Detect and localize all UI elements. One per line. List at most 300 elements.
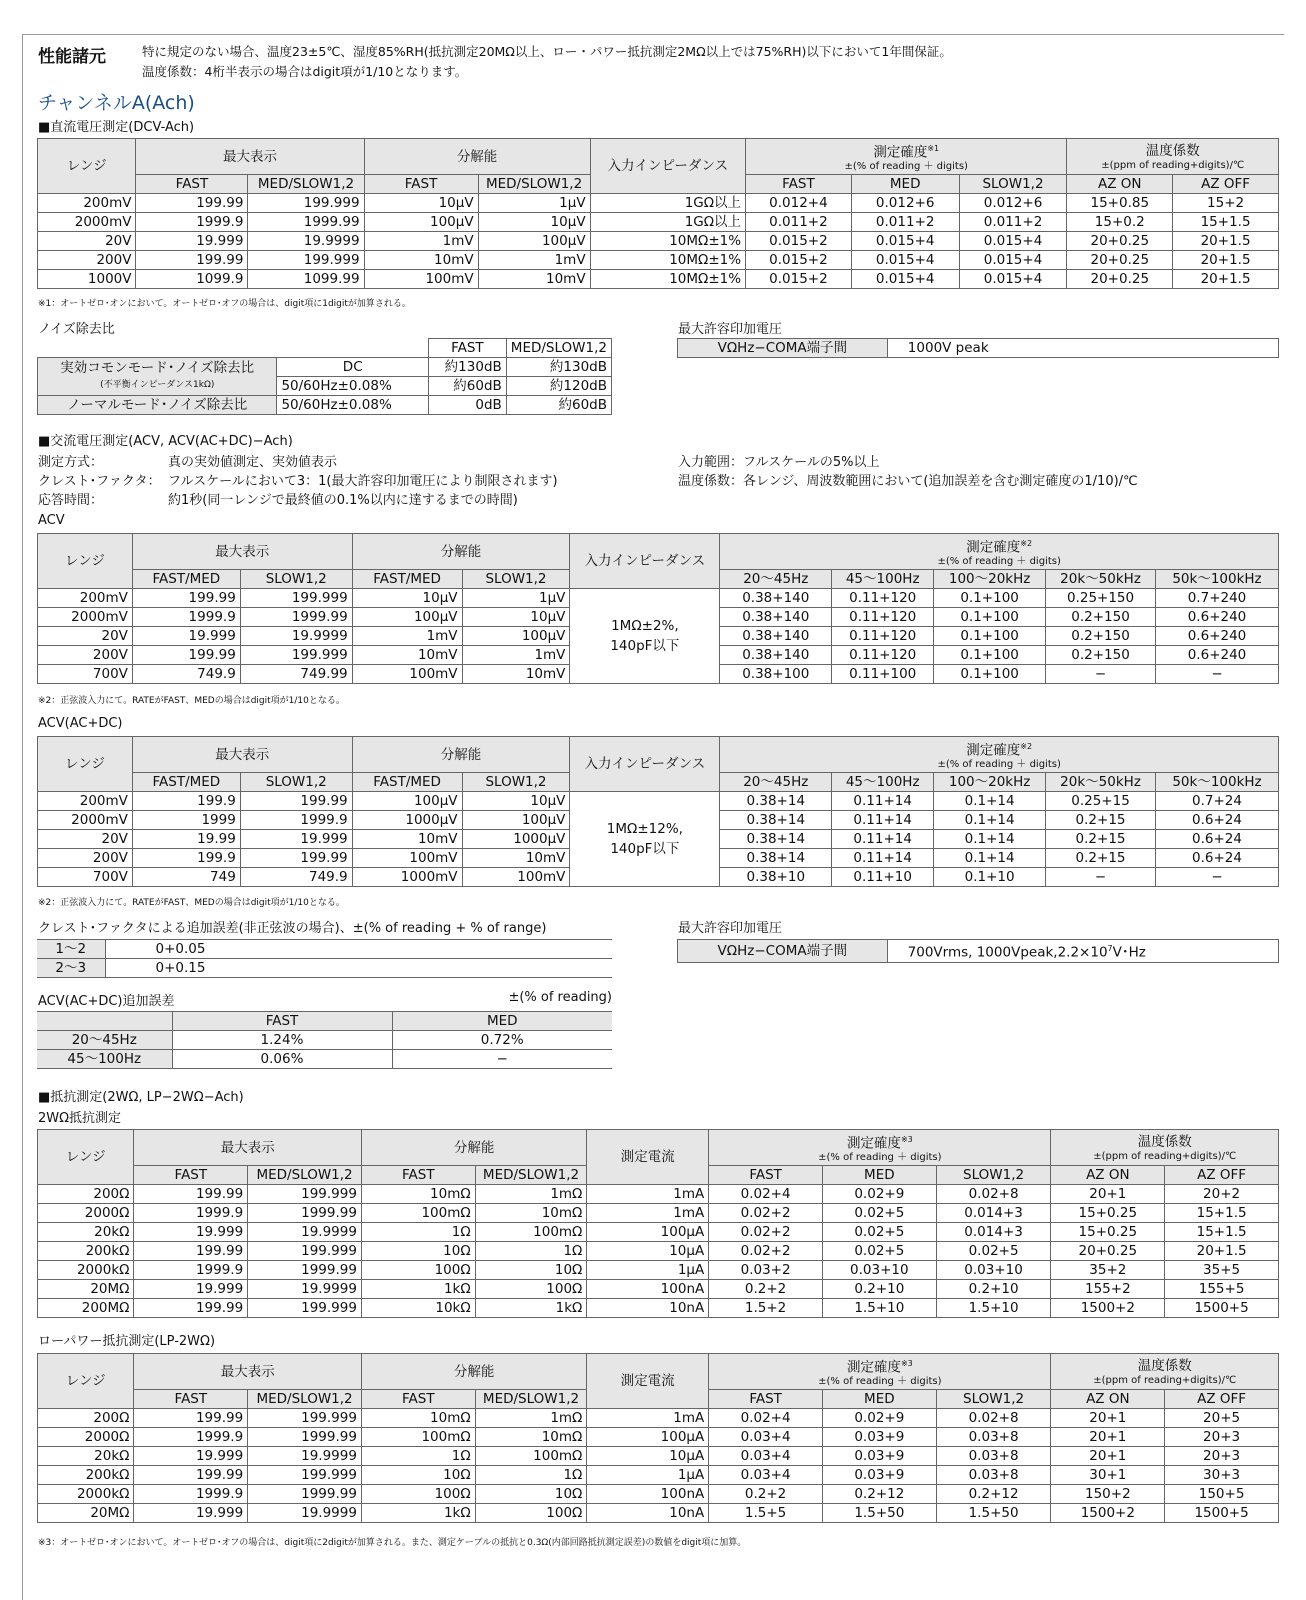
res2w-cell-0: 2000Ω xyxy=(38,1204,134,1223)
lp-h-acc-label: 測定確度 xyxy=(846,1359,901,1376)
acvdc-h-res: 分解能 xyxy=(352,737,570,773)
acvdc-cell-4: 1000μV xyxy=(462,830,570,849)
acvdc-cell-9: 0.6+24 xyxy=(1156,849,1279,868)
lp-row xyxy=(38,1428,1279,1447)
lp-cell-1: 1999.9 xyxy=(134,1485,248,1504)
dcv-h-acc-mark: ※1 xyxy=(927,143,940,153)
lp-cell-3: 1kΩ xyxy=(361,1504,475,1523)
acadd-r1-k: 45〜100Hz xyxy=(37,1050,172,1069)
lp-h-acc xyxy=(709,1354,1051,1390)
res2w-cell-0: 20MΩ xyxy=(38,1280,134,1299)
dcv-cell-5: 10MΩ±1% xyxy=(590,251,746,270)
lp-h-temp-label: 温度係数 xyxy=(1137,1357,1192,1374)
res2w-sub-8: AZ OFF xyxy=(1165,1166,1279,1185)
lp-sub-5: MED xyxy=(822,1390,936,1409)
acv-cell-2: 1999.99 xyxy=(240,608,352,627)
acvdc-imp-line2: 140pF以下 xyxy=(610,841,680,857)
acv-sub-7: 20k〜50kHz xyxy=(1046,570,1156,589)
acadd-r0-k: 20〜45Hz xyxy=(37,1031,172,1050)
res2w-cell-5: 1mA xyxy=(587,1204,709,1223)
lp-row xyxy=(38,1447,1279,1466)
acv-cell-6: 0.11+120 xyxy=(832,608,934,627)
dcv-cell-3: 10μV xyxy=(364,194,478,213)
acv-h-acc-mark: ※2 xyxy=(1020,538,1033,548)
noise-nm-med: 約60dB xyxy=(506,396,611,415)
res2w-cell-7: 0.02+9 xyxy=(822,1185,936,1204)
res2w-row xyxy=(38,1280,1279,1299)
dcv-sub-1: MED/SLOW1,2 xyxy=(248,175,364,194)
acv-cell-8: 0.2+150 xyxy=(1046,608,1156,627)
res2w-cell-3: 10Ω xyxy=(361,1242,475,1261)
acv-cell-8: 0.2+150 xyxy=(1046,627,1156,646)
dcv-cell-0: 20V xyxy=(38,232,136,251)
res2w-cell-5: 1mA xyxy=(587,1185,709,1204)
acv-cell-2: 199.999 xyxy=(240,646,352,665)
acvdc-sub-6: 100〜20kHz xyxy=(934,773,1046,792)
lp-cell-0: 20MΩ xyxy=(38,1504,134,1523)
res2w-cell-1: 199.99 xyxy=(134,1242,248,1261)
lp-cell-5: 100μA xyxy=(587,1428,709,1447)
lp-cell-6: 0.03+4 xyxy=(709,1447,823,1466)
dcv-cell-0: 1000V xyxy=(38,270,136,289)
acv-cell-3: 100mV xyxy=(352,665,462,684)
acv-cell-8: − xyxy=(1046,665,1156,684)
acv-cell-7: 0.1+100 xyxy=(934,646,1046,665)
res2w-cell-6: 0.02+4 xyxy=(709,1185,823,1204)
dcv-cell-0: 200V xyxy=(38,251,136,270)
res2w-cell-1: 1999.9 xyxy=(134,1204,248,1223)
res2w-row xyxy=(38,1204,1279,1223)
lp-cell-7: 0.03+9 xyxy=(822,1447,936,1466)
acv-cell-3: 10mV xyxy=(352,646,462,665)
acvdc-cell-8: − xyxy=(1046,868,1156,887)
acvdc-sub-0: FAST/MED xyxy=(132,773,240,792)
dcv-h-imp: 入力インピーダンス xyxy=(590,139,746,194)
lp-cell-3: 1Ω xyxy=(361,1447,475,1466)
res2w-cell-4: 1Ω xyxy=(475,1242,587,1261)
acvdc-cell-3: 10mV xyxy=(352,830,462,849)
res2w-cell-2: 1999.99 xyxy=(248,1261,362,1280)
noise-cm-label: 実効コモンモード･ノイズ除去比 xyxy=(60,359,255,376)
res2w-h-res: 分解能 xyxy=(361,1130,586,1166)
acvdc-cell-3: 100μV xyxy=(352,792,462,811)
maxv2-value-post: V･Hz xyxy=(1112,944,1146,961)
lp-cell-6: 0.02+4 xyxy=(709,1409,823,1428)
res2w-h-acc-sub: ±(% of reading ＋ digits) xyxy=(818,1152,942,1164)
res2w-cell-3: 10kΩ xyxy=(361,1299,475,1318)
acv-imp-line1: 1MΩ±2%, xyxy=(611,618,679,634)
lp-cell-10: 20+5 xyxy=(1165,1409,1279,1428)
lp-h-maxdisp: 最大表示 xyxy=(134,1354,361,1390)
acv-cell-9: 0.7+240 xyxy=(1156,589,1279,608)
res2w-h-acc-label: 測定確度 xyxy=(846,1135,901,1152)
acv-cell-0: 2000mV xyxy=(38,608,133,627)
acv-cell-8: 0.2+150 xyxy=(1046,646,1156,665)
res2w-cell-8: 0.2+10 xyxy=(936,1280,1051,1299)
maxv2-table xyxy=(677,939,1279,963)
crest-r1-k: 2〜3 xyxy=(37,959,105,978)
res2w-h-maxdisp: 最大表示 xyxy=(134,1130,361,1166)
acv-spec-left-1-key: クレスト･ファクタ： xyxy=(38,474,161,489)
lp-sub-4: FAST xyxy=(709,1390,823,1409)
acv-cell-7: 0.1+100 xyxy=(934,627,1046,646)
dcv-h-acc xyxy=(746,139,1067,175)
acv-h-maxdisp: 最大表示 xyxy=(132,534,352,570)
acv-spec-left-2-val: 約1秒(同一レンジで最終値の0.1%以内に達するまでの時間) xyxy=(168,493,518,508)
lp-title: ローパワー抵抗測定(LP-2WΩ) xyxy=(38,1334,216,1349)
dcv-cell-8: 0.015+4 xyxy=(959,270,1067,289)
res2w-cell-3: 100Ω xyxy=(361,1261,475,1280)
lp-sub-6: SLOW1,2 xyxy=(936,1390,1051,1409)
noise-cm-r1-fast: 約60dB xyxy=(428,377,506,396)
acv-sub-1: SLOW1,2 xyxy=(240,570,352,589)
dcv-cell-7: 0.015+4 xyxy=(851,251,959,270)
maxv2-value-exp: 7 xyxy=(1107,944,1113,953)
res2w-cell-10: 20+1.5 xyxy=(1165,1242,1279,1261)
res2w-cell-5: 100μA xyxy=(587,1223,709,1242)
res2w-cell-6: 0.02+2 xyxy=(709,1204,823,1223)
res2w-cell-3: 10mΩ xyxy=(361,1185,475,1204)
dcv-sub-8: AZ OFF xyxy=(1173,175,1279,194)
acv-cell-1: 199.99 xyxy=(132,646,240,665)
dcv-cell-5: 1GΩ以上 xyxy=(590,213,746,232)
res2w-cell-0: 200MΩ xyxy=(38,1299,134,1318)
noise-cm-r1-med: 約120dB xyxy=(506,377,611,396)
lp-cell-5: 10nA xyxy=(587,1504,709,1523)
acvdc-cell-2: 199.99 xyxy=(240,792,352,811)
acv-cell-9: − xyxy=(1156,665,1279,684)
res2w-cell-7: 0.02+5 xyxy=(822,1223,936,1242)
lp-cell-5: 10μA xyxy=(587,1447,709,1466)
res2w-sub-0: FAST xyxy=(134,1166,248,1185)
res2w-title: 2WΩ抵抗測定 xyxy=(38,1111,122,1126)
dcv-h-temp-sub: ±(ppm of reading+digits)/℃ xyxy=(1101,159,1245,171)
acvdc-cell-4: 100mV xyxy=(462,868,570,887)
noise-blank2 xyxy=(277,339,429,358)
acv-cell-2: 199.999 xyxy=(240,589,352,608)
dcv-cell-10: 15+2 xyxy=(1173,194,1279,213)
dcv-row xyxy=(38,270,1279,289)
res2w-cell-9: 20+1 xyxy=(1051,1185,1165,1204)
dcv-sub-4: FAST xyxy=(746,175,852,194)
acv-cell-9: 0.6+240 xyxy=(1156,627,1279,646)
dcv-note: ※1：オートゼロ･オンにおいて。オートゼロ･オフの場合は、digit項に1digitが加算される。 xyxy=(38,299,411,309)
lp-cell-6: 0.03+4 xyxy=(709,1466,823,1485)
lp-cell-2: 199.999 xyxy=(248,1409,362,1428)
res2w-cell-9: 1500+2 xyxy=(1051,1299,1165,1318)
acvdc-cell-7: 0.1+14 xyxy=(934,830,1046,849)
acvdc-h-acc-label: 測定確度 xyxy=(966,742,1021,759)
lp-cell-3: 10mΩ xyxy=(361,1409,475,1428)
res2w-cell-6: 0.03+2 xyxy=(709,1261,823,1280)
acvdc-row xyxy=(38,792,1279,811)
acv-cell-6: 0.11+120 xyxy=(832,627,934,646)
lp-sub-8: AZ OFF xyxy=(1165,1390,1279,1409)
dcv-cell-9: 15+0.85 xyxy=(1067,194,1173,213)
res2w-cell-10: 20+2 xyxy=(1165,1185,1279,1204)
lp-h-range: レンジ xyxy=(38,1354,134,1409)
acadd-r0-fast: 1.24% xyxy=(172,1031,392,1050)
lp-cell-1: 19.999 xyxy=(134,1504,248,1523)
acvdc-cell-1: 199.9 xyxy=(132,792,240,811)
lp-cell-0: 20kΩ xyxy=(38,1447,134,1466)
acv-cell-0: 700V xyxy=(38,665,133,684)
res2w-cell-0: 200kΩ xyxy=(38,1242,134,1261)
lp-cell-4: 100mΩ xyxy=(475,1447,587,1466)
lp-cell-1: 199.99 xyxy=(134,1409,248,1428)
acvdc-cell-5: 0.38+14 xyxy=(720,811,832,830)
dcv-cell-9: 20+0.25 xyxy=(1067,270,1173,289)
res2w-cell-2: 19.9999 xyxy=(248,1223,362,1242)
lp-h-cur: 測定電流 xyxy=(587,1354,709,1409)
crest-r0-k: 1〜2 xyxy=(37,940,105,959)
lp-cell-3: 100mΩ xyxy=(361,1428,475,1447)
lp-h-res: 分解能 xyxy=(361,1354,586,1390)
acv-table xyxy=(37,533,1279,684)
acv-h-res: 分解能 xyxy=(352,534,570,570)
acvdc-note: ※2：正弦波入力にて。RATEがFAST、MEDの場合はdigit項が1/10となる。 xyxy=(38,898,345,908)
dcv-cell-3: 1mV xyxy=(364,232,478,251)
acv-spec-left-0-val: 真の実効値測定、実効値表示 xyxy=(168,455,338,470)
dcv-sub-2: FAST xyxy=(364,175,478,194)
acv-cell-1: 749.9 xyxy=(132,665,240,684)
res2w-cell-1: 199.99 xyxy=(134,1185,248,1204)
acvdc-sub-8: 50k〜100kHz xyxy=(1156,773,1279,792)
acvdc-cell-6: 0.11+14 xyxy=(832,849,934,868)
lp-cell-7: 0.2+12 xyxy=(822,1485,936,1504)
res2w-cell-4: 10Ω xyxy=(475,1261,587,1280)
noise-cm-r0-med: 約130dB xyxy=(506,358,611,377)
res2w-cell-4: 1mΩ xyxy=(475,1185,587,1204)
lp-cell-5: 1mA xyxy=(587,1409,709,1428)
acvdc-cell-1: 19.99 xyxy=(132,830,240,849)
acvdc-h-imp: 入力インピーダンス xyxy=(570,737,720,792)
acvdc-cell-9: 0.6+24 xyxy=(1156,830,1279,849)
res2w-row xyxy=(38,1185,1279,1204)
noise-blank xyxy=(38,339,277,358)
res2w-cell-2: 1999.99 xyxy=(248,1204,362,1223)
lp-cell-1: 1999.9 xyxy=(134,1428,248,1447)
dcv-cell-10: 15+1.5 xyxy=(1173,213,1279,232)
dcv-section-title: ■直流電圧測定(DCV-Ach) xyxy=(38,120,195,135)
res2w-cell-9: 15+0.25 xyxy=(1051,1204,1165,1223)
noise-h-fast: FAST xyxy=(428,339,506,358)
acvdc-sub-4: 20〜45Hz xyxy=(720,773,832,792)
dcv-cell-6: 0.015+2 xyxy=(746,232,852,251)
lp-cell-1: 19.999 xyxy=(134,1447,248,1466)
acv-spec-left-1 xyxy=(38,470,558,489)
dcv-cell-1: 1999.9 xyxy=(136,213,248,232)
res2w-cell-8: 0.02+5 xyxy=(936,1242,1051,1261)
res2w-h-acc xyxy=(709,1130,1051,1166)
acvdc-cell-7: 0.1+10 xyxy=(934,868,1046,887)
dcv-cell-7: 0.012+6 xyxy=(851,194,959,213)
lp-cell-1: 199.99 xyxy=(134,1466,248,1485)
noise-nm-label: ノーマルモード･ノイズ除去比 xyxy=(38,396,277,415)
dcv-cell-3: 10mV xyxy=(364,251,478,270)
acv-spec-right-1-key: 温度係数： xyxy=(678,474,744,489)
acvdc-cell-8: 0.25+15 xyxy=(1046,792,1156,811)
lp-cell-2: 199.999 xyxy=(248,1466,362,1485)
dcv-cell-9: 15+0.2 xyxy=(1067,213,1173,232)
res2w-cell-1: 199.99 xyxy=(134,1299,248,1318)
acvdc-cell-7: 0.1+14 xyxy=(934,811,1046,830)
dcv-h-maxdisp: 最大表示 xyxy=(136,139,364,175)
lp-cell-8: 0.03+8 xyxy=(936,1428,1051,1447)
acv-cell-9: 0.6+240 xyxy=(1156,608,1279,627)
res2w-cell-4: 1kΩ xyxy=(475,1299,587,1318)
acv-cell-1: 19.999 xyxy=(132,627,240,646)
lp-cell-9: 30+1 xyxy=(1051,1466,1165,1485)
lp-cell-2: 19.9999 xyxy=(248,1447,362,1466)
dcv-cell-1: 199.99 xyxy=(136,194,248,213)
acv-row xyxy=(38,589,1279,608)
acv-h-acc-sub: ±(% of reading ＋ digits) xyxy=(937,556,1061,568)
dcv-cell-4: 1μV xyxy=(478,194,590,213)
res2w-cell-8: 0.03+10 xyxy=(936,1261,1051,1280)
res2w-sub-3: MED/SLOW1,2 xyxy=(475,1166,587,1185)
acv-cell-3: 1mV xyxy=(352,627,462,646)
dcv-row xyxy=(38,232,1279,251)
dcv-cell-2: 199.999 xyxy=(248,251,364,270)
acadd-unit: ±(% of reading) xyxy=(508,990,612,1005)
lp-cell-0: 200Ω xyxy=(38,1409,134,1428)
acv-section-title: ■交流電圧測定(ACV, ACV(AC+DC)−Ach) xyxy=(38,434,293,449)
acvdc-cell-3: 1000mV xyxy=(352,868,462,887)
acvdc-cell-4: 100μV xyxy=(462,811,570,830)
res2w-cell-1: 1999.9 xyxy=(134,1261,248,1280)
lp-cell-4: 1mΩ xyxy=(475,1409,587,1428)
lp-cell-9: 150+2 xyxy=(1051,1485,1165,1504)
lp-note: ※3：オートゼロ･オンにおいて。オートゼロ･オフの場合は、digit項に2digitが加算される。また、測定ケーブルの抵抗と0.3Ω(内部回路抵抗測定誤差)の数値をdigit項に加算。 xyxy=(38,1538,747,1548)
dcv-cell-10: 20+1.5 xyxy=(1173,251,1279,270)
dcv-cell-8: 0.012+6 xyxy=(959,194,1067,213)
channel-title: チャンネルA(Ach) xyxy=(38,92,195,114)
res2w-cell-10: 35+5 xyxy=(1165,1261,1279,1280)
res2w-cell-1: 19.999 xyxy=(134,1280,248,1299)
dcv-cell-2: 1999.99 xyxy=(248,213,364,232)
maxv1-label: VΩHz−COMA端子間 xyxy=(678,339,888,358)
acadd-h-fast: FAST xyxy=(172,1012,392,1031)
res2w-cell-8: 0.02+8 xyxy=(936,1185,1051,1204)
res2w-cell-9: 155+2 xyxy=(1051,1280,1165,1299)
res2w-cell-3: 1Ω xyxy=(361,1223,475,1242)
res2w-sub-7: AZ ON xyxy=(1051,1166,1165,1185)
lp-cell-2: 1999.99 xyxy=(248,1485,362,1504)
acv-h-acc xyxy=(720,534,1279,570)
acvdc-cell-1: 1999 xyxy=(132,811,240,830)
dcv-h-acc-sub: ±(% of reading ＋ digits) xyxy=(844,161,968,173)
noise-h-med: MED/SLOW1,2 xyxy=(506,339,611,358)
acv-cell-1: 1999.9 xyxy=(132,608,240,627)
dcv-cell-4: 10mV xyxy=(478,270,590,289)
res2w-sub-4: FAST xyxy=(709,1166,823,1185)
res2w-cell-4: 10mΩ xyxy=(475,1204,587,1223)
acadd-blank xyxy=(37,1012,172,1031)
res2w-sub-5: MED xyxy=(822,1166,936,1185)
lp-cell-4: 10Ω xyxy=(475,1485,587,1504)
dcv-h-temp xyxy=(1067,139,1279,175)
crest-title: クレスト･ファクタによる追加誤差(非正弦波の場合)、±(% of reading + % of range) xyxy=(38,921,547,936)
acvdc-cell-9: 0.7+24 xyxy=(1156,792,1279,811)
dcv-h-acc-label: 測定確度 xyxy=(873,144,928,161)
acv-cell-4: 1mV xyxy=(462,646,570,665)
spec-title: 性能諸元 xyxy=(38,47,106,67)
lp-cell-4: 100Ω xyxy=(475,1504,587,1523)
acvdc-cell-3: 1000μV xyxy=(352,811,462,830)
acv-h-range: レンジ xyxy=(38,534,133,589)
lp-row xyxy=(38,1466,1279,1485)
acv-spec-left-2 xyxy=(38,489,518,508)
acvdc-cell-4: 10μV xyxy=(462,792,570,811)
dcv-cell-7: 0.015+4 xyxy=(851,270,959,289)
lp-cell-8: 0.03+8 xyxy=(936,1447,1051,1466)
noise-cm-label-cell xyxy=(38,358,277,396)
lp-cell-9: 20+1 xyxy=(1051,1428,1165,1447)
dcv-cell-3: 100mV xyxy=(364,270,478,289)
spec-intro-line2: 温度係数：4桁半表示の場合はdigit項が1/10となります。 xyxy=(142,64,468,79)
lp-cell-9: 20+1 xyxy=(1051,1447,1165,1466)
res2w-cell-6: 0.02+2 xyxy=(709,1242,823,1261)
acv-title: ACV xyxy=(38,513,65,528)
acvdc-title: ACV(AC+DC) xyxy=(38,716,123,731)
acv-spec-right-0 xyxy=(678,451,879,470)
acv-cell-9: 0.6+240 xyxy=(1156,646,1279,665)
acv-spec-right-1-val: 各レンジ、周波数範囲において(追加誤差を含む測定確度の1/10)/℃ xyxy=(743,474,1138,489)
acv-cell-8: 0.25+150 xyxy=(1046,589,1156,608)
noise-nm-fast: 0dB xyxy=(428,396,506,415)
acvdc-cell-6: 0.11+14 xyxy=(832,811,934,830)
res2w-h-range: レンジ xyxy=(38,1130,134,1185)
dcv-cell-6: 0.015+2 xyxy=(746,251,852,270)
res2w-cell-8: 1.5+10 xyxy=(936,1299,1051,1318)
res2w-cell-0: 20kΩ xyxy=(38,1223,134,1242)
acv-cell-4: 10μV xyxy=(462,608,570,627)
acvdc-cell-5: 0.38+14 xyxy=(720,792,832,811)
res2w-row xyxy=(38,1242,1279,1261)
dcv-cell-2: 199.999 xyxy=(248,194,364,213)
res2w-sub-1: MED/SLOW1,2 xyxy=(248,1166,362,1185)
acv-cell-3: 10μV xyxy=(352,589,462,608)
dcv-cell-7: 0.015+4 xyxy=(851,232,959,251)
crest-table xyxy=(37,939,612,978)
acv-cell-7: 0.1+100 xyxy=(934,608,1046,627)
acv-h-imp: 入力インピーダンス xyxy=(570,534,720,589)
acvdc-cell-1: 749 xyxy=(132,868,240,887)
lp-h-temp-sub: ±(ppm of reading+digits)/℃ xyxy=(1093,1374,1237,1386)
dcv-cell-8: 0.011+2 xyxy=(959,213,1067,232)
acvdc-h-acc xyxy=(720,737,1279,773)
acvdc-sub-2: FAST/MED xyxy=(352,773,462,792)
res2w-h-temp-sub: ±(ppm of reading+digits)/℃ xyxy=(1093,1150,1237,1162)
maxv1-table xyxy=(677,338,1279,358)
lp-cell-0: 2000Ω xyxy=(38,1428,134,1447)
dcv-cell-5: 10MΩ±1% xyxy=(590,232,746,251)
dcv-cell-9: 20+0.25 xyxy=(1067,251,1173,270)
acv-cell-5: 0.38+140 xyxy=(720,589,832,608)
acvdc-cell-8: 0.2+15 xyxy=(1046,830,1156,849)
lp-h-acc-mark: ※3 xyxy=(900,1358,913,1368)
lp-cell-6: 0.03+4 xyxy=(709,1428,823,1447)
lp-cell-9: 20+1 xyxy=(1051,1409,1165,1428)
lp-cell-7: 0.03+9 xyxy=(822,1466,936,1485)
lp-cell-2: 1999.99 xyxy=(248,1428,362,1447)
lp-cell-5: 100nA xyxy=(587,1485,709,1504)
crest-r0-v: 0+0.05 xyxy=(105,940,612,959)
res2w-h-cur: 測定電流 xyxy=(587,1130,709,1185)
acvdc-cell-0: 200V xyxy=(38,849,133,868)
acvdc-cell-5: 0.38+14 xyxy=(720,830,832,849)
